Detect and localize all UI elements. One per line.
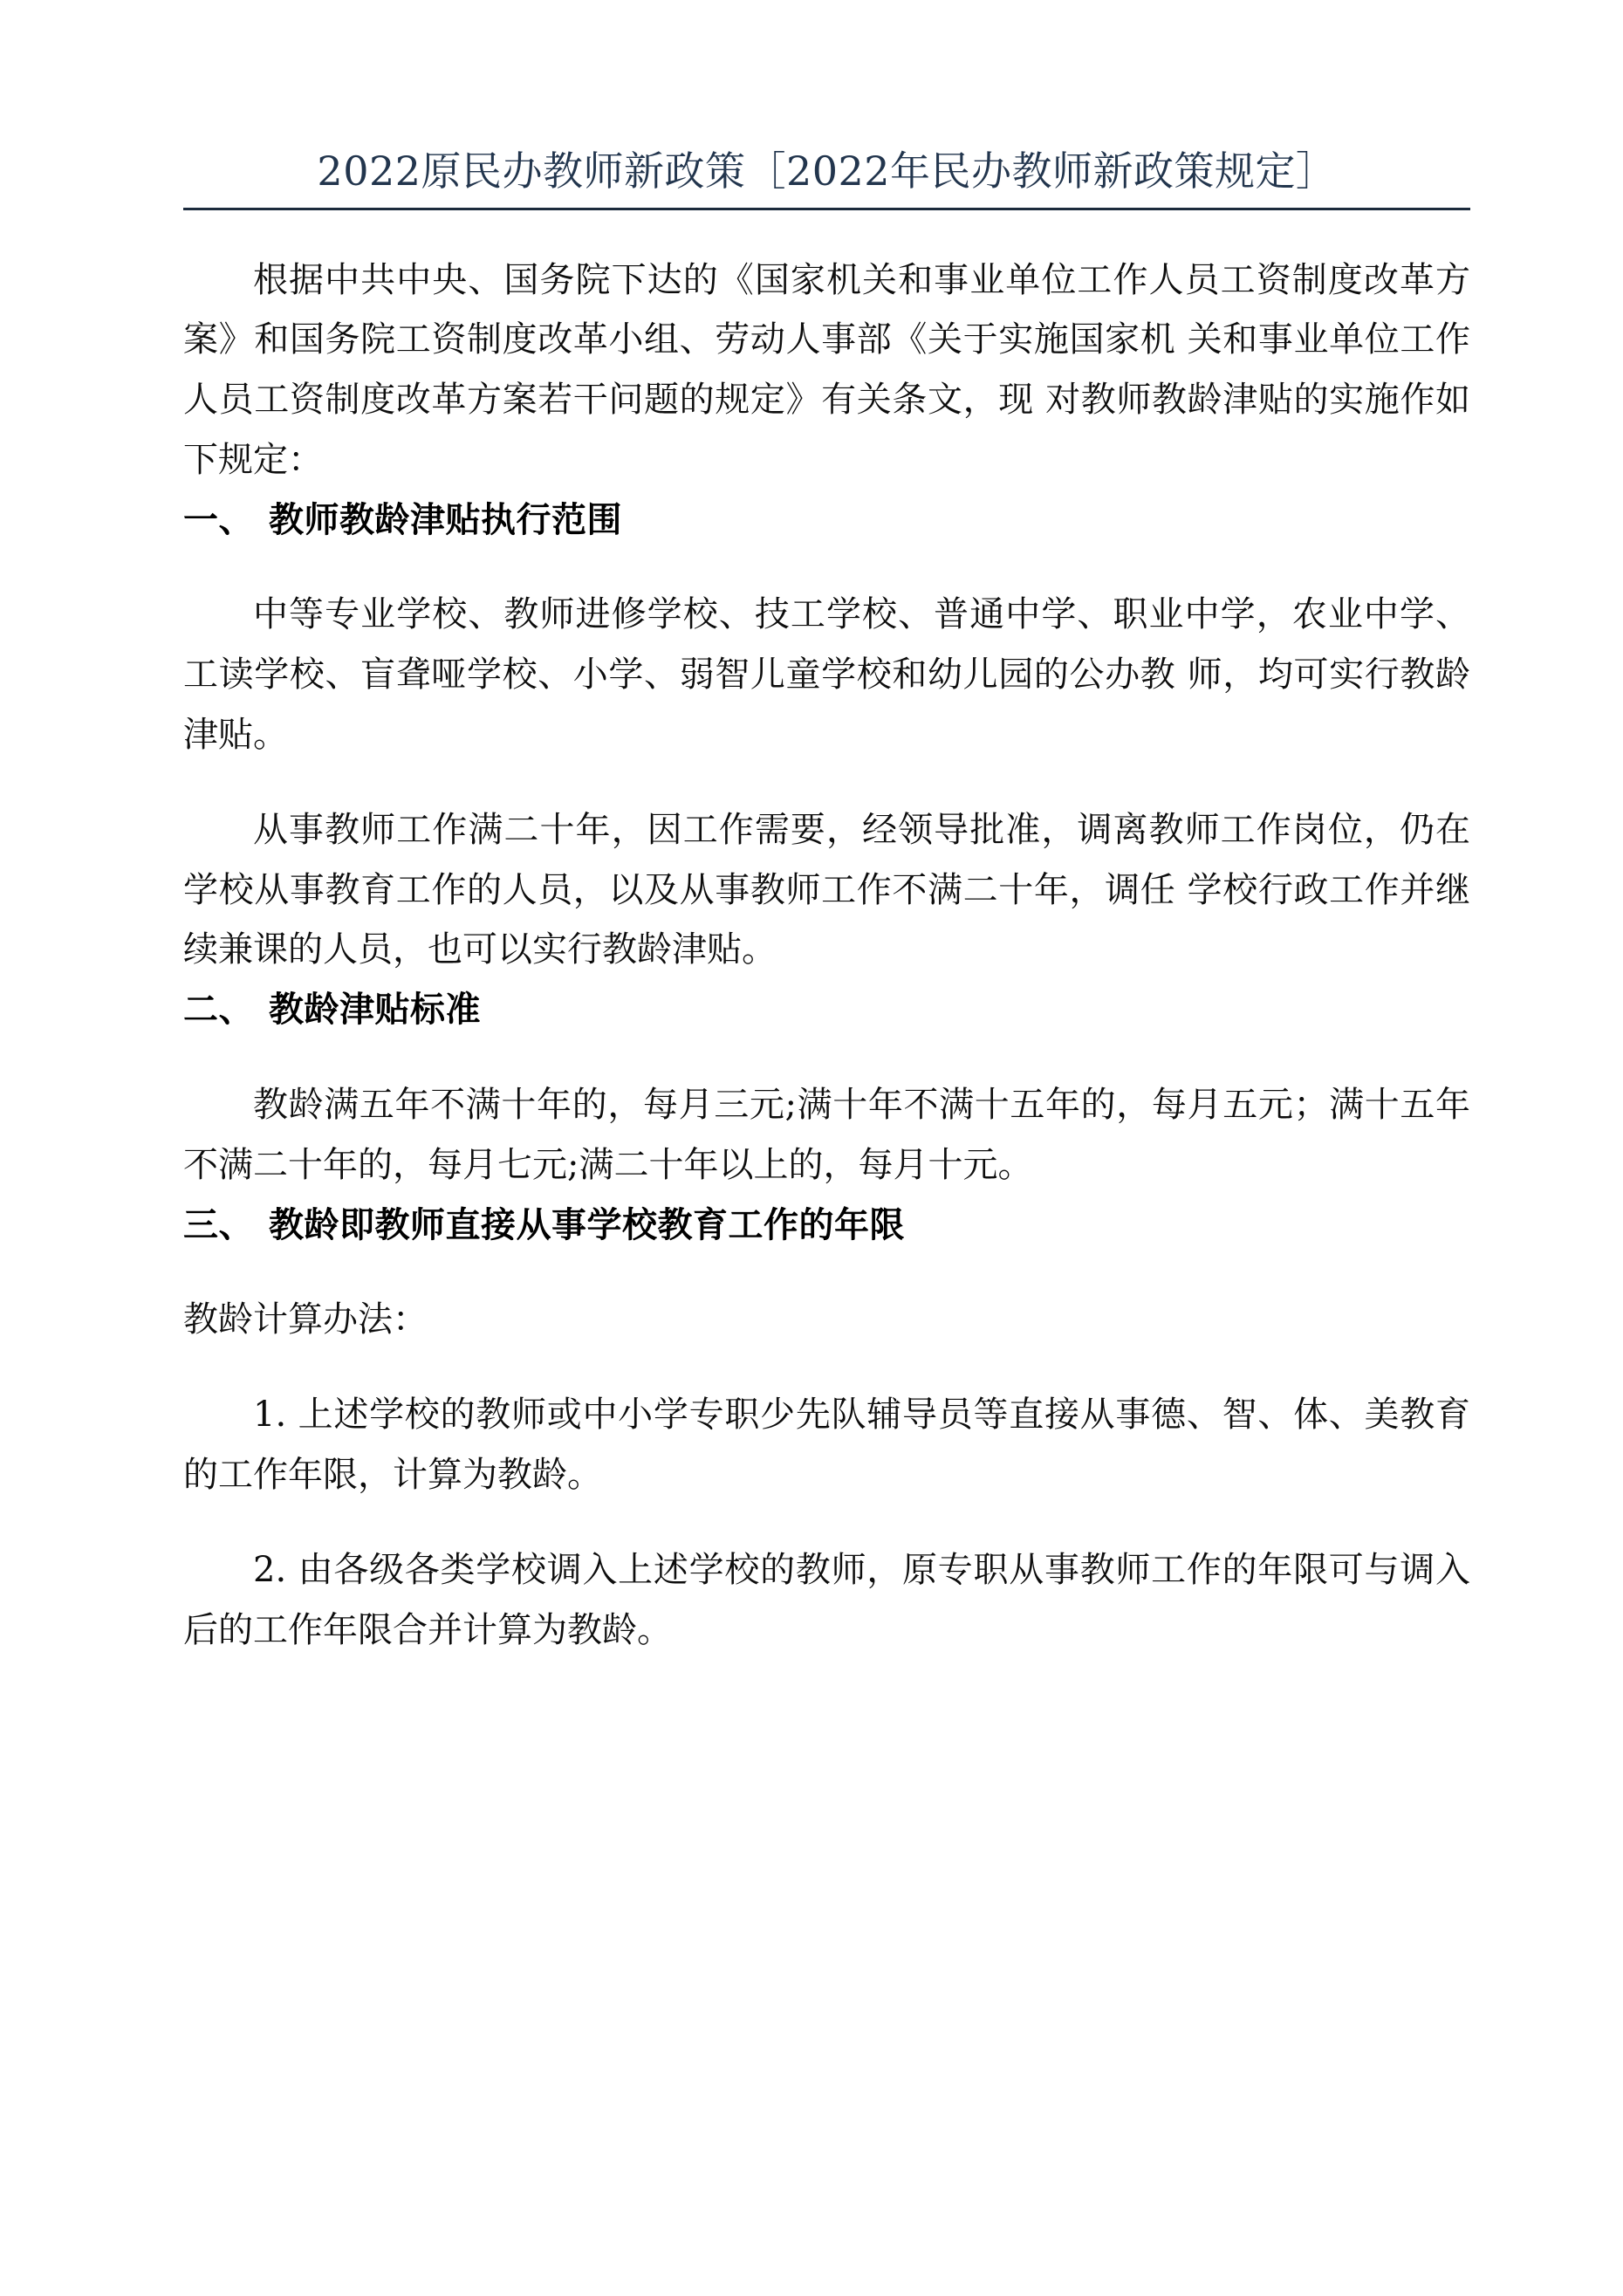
page-title: 2022原民办教师新政策［2022年民办教师新政策规定］ xyxy=(317,147,1337,195)
paragraph-intro: 根据中共中央、国务院下达的《国家机关和事业单位工作人员工资制度改革方案》和国务院工资制度改革小组、劳动人事部《关于实施国家机 关和事业单位工作人员工资制度改革方案若干问题的规定》有关条文，现 对教师教龄津贴的实施作如下规定： xyxy=(183,259,1470,480)
section-number-1: 一、 xyxy=(183,499,254,540)
paragraph-scope-schools: 中等专业学校、教师进修学校、技工学校、普通中学、职业中学，农业中学、工读学校、盲聋哑学校、小学、弱智儿童学校和幼儿园的公办教 师，均可实行教龄津贴。 xyxy=(183,594,1470,756)
section-title-2: 教龄津贴标准 xyxy=(269,990,481,1031)
paragraph-calc-item-2: 2. 由各级各类学校调入上述学校的教师，原专职从事教师工作的年限可与调入后的工作年限合并计算为教龄。 xyxy=(183,1549,1470,1650)
section-heading-3 xyxy=(183,1196,1470,1256)
section-number-2: 二、 xyxy=(183,990,254,1031)
title-divider xyxy=(183,208,1470,210)
section-heading-2 xyxy=(183,980,1470,1040)
section-title-3: 教龄即教师直接从事学校教育工作的年限 xyxy=(269,1204,905,1245)
section-title-1: 教师教龄津贴执行范围 xyxy=(269,499,622,540)
paragraph-calc-label: 教龄计算办法： xyxy=(183,1299,428,1340)
paragraph-standard-amounts: 教龄满五年不满十年的，每月三元;满十年不满十五年的，每月五元；满十五年不满二十年的，每月七元;满二十年以上的，每月十元。 xyxy=(183,1085,1470,1185)
section-heading-1 xyxy=(183,490,1470,551)
section-number-3: 三、 xyxy=(183,1204,254,1245)
paragraph-calc-item-1: 1. 上述学校的教师或中小学专职少先队辅导员等直接从事德、智、体、美教育的工作年限，计算为教龄。 xyxy=(183,1395,1470,1496)
document-content xyxy=(183,0,1470,1660)
paragraph-scope-transfer: 从事教师工作满二十年，因工作需要，经领导批准，调离教师工作岗位，仍在学校从事教育工作的人员，以及从事教师工作不满二十年，调任 学校行政工作并继续兼课的人员，也可以实行教龄津贴。 xyxy=(183,809,1470,970)
